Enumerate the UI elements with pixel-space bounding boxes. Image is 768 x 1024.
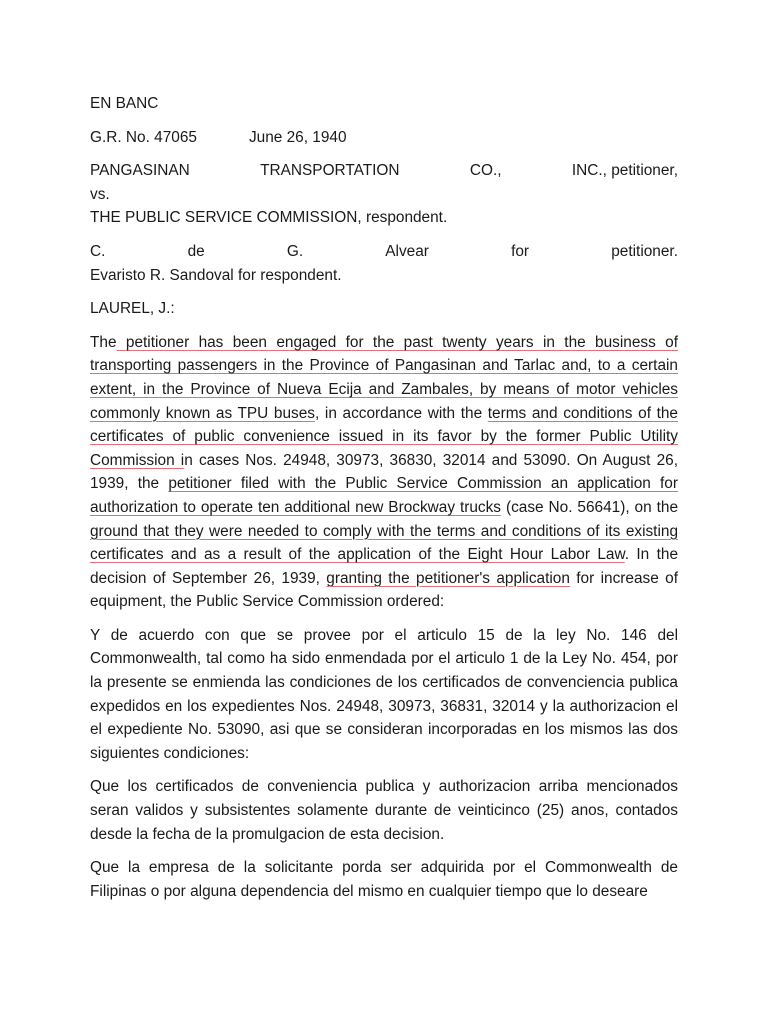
parties-block — [90, 159, 678, 230]
decision-date: June 26, 1940 — [248, 128, 347, 146]
counsel-word: petitioner. — [611, 242, 678, 260]
counsel-word: de — [187, 242, 205, 260]
flagged-text: petitioner has been engaged for the past twenty years in the business of transporting passengers in the Province of Pangasinan and Tarlac and, to a certain extent, in the Province of Nueva Ecija and Zambales, by means of motor vehicles commonly known as TPU buses — [90, 333, 678, 422]
paragraph-facts — [90, 331, 678, 614]
petitioner-line — [90, 159, 678, 183]
document-page — [90, 92, 678, 913]
paragraph-condition-two: Que la empresa de la solicitante porda ser adquirida por el Commonwealth de Filipinas o por alguna dependencia del mismo en cualquier tiempo que lo deseare — [90, 859, 678, 900]
petitioner-word: TRANSPORTATION — [260, 162, 400, 180]
counsel-word: Alvear — [385, 242, 429, 260]
counsel-block — [90, 240, 678, 287]
text-run: n cases Nos. 24948, 30973, 36830, 32014 and 53090. On August 26, 1939, the — [90, 451, 678, 493]
petitioner-counsel-line — [90, 240, 678, 264]
text-run: The — [90, 333, 117, 351]
case-number-line — [90, 126, 678, 150]
counsel-word: C. — [90, 242, 106, 260]
court-division: EN BANC — [90, 95, 159, 112]
paragraph-condition-one: Que los certificados de conveniencia publica y authorizacion arriba mencionados seran validos y subsistentes solamente durante de veinticinco (25) anos, contados desde la fecha de la promulgacion de esta decision. — [90, 778, 678, 843]
flagged-text: terms and conditions of the certificates of public convenience issued in its favor by the former Public Utility Commission i — [90, 404, 678, 469]
petitioner-word: PANGASINAN — [90, 162, 190, 180]
respondent-line: THE PUBLIC SERVICE COMMISSION, respondent. — [90, 209, 448, 227]
counsel-word: for — [511, 242, 530, 260]
counsel-word: G. — [286, 242, 304, 260]
text-run: for increase of equipment, the Public Service Commission ordered: — [90, 569, 678, 611]
flagged-text: ground that they were needed to comply with the terms and conditions of its existing certificates and as a result of the application of the Eight Hour Labor Law — [90, 522, 678, 564]
text-run: (case No. 56641), on the — [501, 498, 679, 516]
ponente: LAUREL, J.: — [90, 300, 175, 318]
petitioner-word: INC., petitioner, — [571, 162, 678, 180]
paragraph-spanish-order: Y de acuerdo con que se provee por el articulo 15 de la ley No. 146 del Commonwealth, tal como ha sido enmendada por el articulo 1 de la Ley No. 454, por la presente se enmienda las condiciones de los certificados de convenciencia publica expedidos en los expedientes Nos. 24948, 30973, 36831, 32014 y la authorizacion el el expediente No. 53090, asi que se consideran incorporadas en los mismos las dos siguientes condiciones: — [90, 626, 678, 762]
petitioner-word: CO., — [469, 162, 502, 180]
flagged-text: petitioner filed with the Public Service Commission an application for authorization to operate ten additional new Brockway trucks — [90, 475, 678, 516]
flagged-text: granting the petitioner's application — [326, 569, 570, 587]
gr-number: G.R. No. 47065 — [90, 128, 197, 146]
text-run: , in accordance with the — [315, 404, 488, 422]
versus: vs. — [90, 185, 110, 203]
text-run: . In the decision of September 26, 1939, — [90, 546, 678, 587]
respondent-counsel-line: Evaristo R. Sandoval for respondent. — [90, 266, 342, 284]
